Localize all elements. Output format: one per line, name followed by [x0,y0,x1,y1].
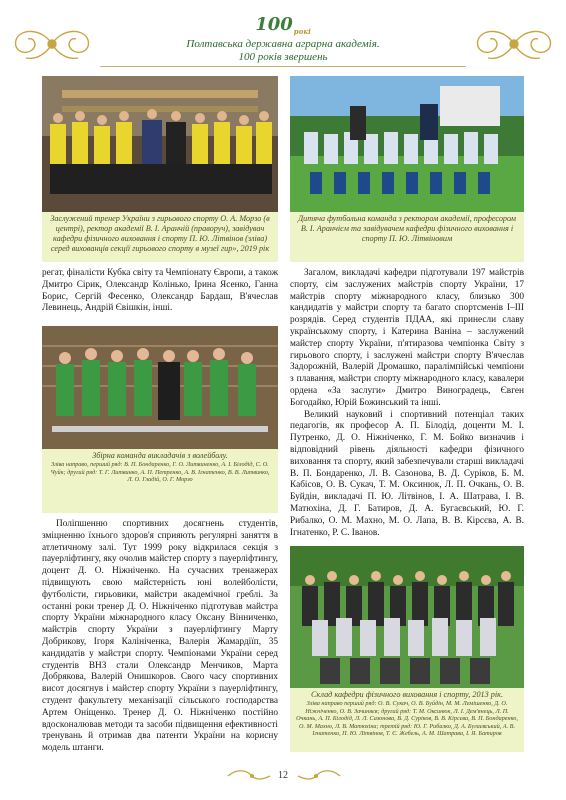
right-column-text [290,268,524,539]
paragraph: Загалом, викладачі кафедри підготували 197 майстрів спорту, сім заслужених майстрів спорту України, 17 майстрів спорту міжнародного класу, близько 300 кандидатів у майстри спорту та багато спортсменів І–ІІІ розрядів. Серед студентів ПДАА, які принесли славу українському спорту, і Катерина Ваніна – заслужений майстер спорту України, п'ятиразова чемпіонка Світу з гирьового спорту, і заслужені майстри спорту В'ячеслав Задорожній, Валерій Дромашко, паралімпійські чемпіони з плавання, майстри спорту міжнародного класу, кавалери ордена «За заслуги» Дмитро Виноградець, Євген Богодайко, Юрій Божинський та інші. [290,268,524,408]
photo-volleyball-team [42,326,278,449]
header-title-line-2: 100 років звершень [238,51,328,63]
header-title-line-1: Полтавська державна аграрна академія. [186,38,380,50]
photo-kettlebell-section [42,76,278,212]
footer-ornament-right-icon [296,769,342,783]
caption-photo-4 [290,688,524,752]
caption-photo-2: Дитяча футбольна команда з ректором академії, професором В. І. Аранчієм та завідувачем кафедри фізичного виховання і спорту П. Ю. Літвіновим [290,212,524,262]
paragraph: Великий науковий і спортивний потенціал таких педагогів, як професор А. П. Білодід, доценти М. І. Путренко, Д. О. Ніжніченко, Г. М. Бойко визначив і відповідний рівень діяльності кафедри фізичного виховання та спорту, який забезпечували старші викладачі В. П. Бондаренко, Л. В. Сазонова, В. Д. Суріков, Б. М. Кабісов, О. В. Сукач, Т. М. Оксинюк, Л. П. Очкань, О. В. Буйдін, викладачі П. Ю. Літвінов, І. А. Шатрава, І. В. Матюхіна, Д. Г. Батиров, Д. А. Бугаєвський, Ю. Г. Рибалко, О. М. Махно, М. О. Лапа, В. В. Кірсєва, А. В. Ігнатенко, Р. С. Іванов. [290,409,524,538]
caption-photo-3-names: Зліва направо, перший ряд: В. П. Бондаренко, Г. О. Литвиненко, А. І. Білодід, С. О. Чуйк; другий ряд: Т. Г. Литвинко, А. П. Петренко, А. В. Ігнатенко, В. В. Литвинко, Л. О. Гладій, О. Г. Морзо [50,461,270,484]
header-ornament-right-icon [468,22,560,66]
paragraph: регат, фіналісти Кубка світу та Чемпіонату Європи, а також Дмитро Сірик, Олександр Колінько, Ірина Ясенко, Ганна Борис, Сергій Фесенко, Олександр Бардаш, В'ячеслав Левинець, Андрій Євішкін, інші. [42,268,278,314]
left-column-text-bottom [42,519,278,755]
caption-photo-3 [42,449,278,513]
caption-photo-1: Заслужений тренер України з гирьового спорту О. А. Морзо (в центрі), ректор академії В. І. Аранчій (праворуч), завідувач кафедри фізичного виховання і спорту П. Ю. Літвінов (зліва) серед вихованців секції гирьового спорту в музеї гир», 2019 рік [42,212,278,262]
caption-photo-4-title: Склад кафедри фізичного виховання і спорту, 2013 рік. [310,690,504,699]
anniversary-logo: $100_{рокі}$ [255,14,311,36]
caption-photo-3-title: Збірна команда викладачів з волейболу. [92,451,228,460]
left-column-text-top [42,268,278,315]
header-ornament-left-icon [6,22,98,66]
caption-photo-4-names: Зліва направо перший ряд: О. В. Сукач, О. В. Буйдін, М. М. Лемішенко, Д. О. Ніжніченко, О. В. Зачиняєв; другий ряд: Т. М. Оксинюк, Л. І. Дем'янець, Л. П. Очкань, А. П. Білодід, Л. Л. Сазонова, В. Д. Суріков, В. В. Кірсєва, В. П. Бондаренко, О. М. Махно, Л. В. Матюхіна; третій ряд: Ю. Г. Рибалко, Д. А. Бугаєвський, А. В. Ігнатенко, П. Ю. Літвінов, Т. Є. Жебель, А. М. Шатрава, І. Я. Батиров [296,700,518,738]
paragraph: Поліпшенню спортивних досягнень студентів, зміцненню їхнього здоров'я сприяють регулярні заняття в атлетичному залі. Тут 1999 року відкрилася секція з пауерліфтингу, яку очолив майстер спорту з пауерліфтингу, доцент Д. О. Ніжніченко. На сучасних тренажерах підвищують свою майстерність юні волейболісти, футболісти, гирьовики, майстри академічної греблі. За останні роки тренер Д. О. Ніжніченко підготував майстра спорту України міжнародного класу Оксану Вінниченко, майстрів спорту України з пауерліфтингу Марту Добрикову, Ігоря Калініченка, Валерія Жамардіїп, 35 кандидатів у майстри спорту. Чемпіонами України серед студентів ВНЗ стали Олександр Менчиков, Марта Добрякова, Валерій Онишкоров. Свого часу спортивних висот досягнув і майстер спорту України з пауерліфтингу, студент факультету механізації сільського господарства Артем Оніщенко. Тренер Д. О. Ніжніченко постійно вдосконалював методи та засоби підвищення ефективності тренувань й отримав два патенти України на корисну модель штанги. [42,519,278,754]
page-number: 12 [278,770,288,781]
header-rule [100,66,466,67]
photo-children-football-team [290,76,524,212]
page-header-title [120,38,446,64]
photo-department-staff [290,546,524,688]
